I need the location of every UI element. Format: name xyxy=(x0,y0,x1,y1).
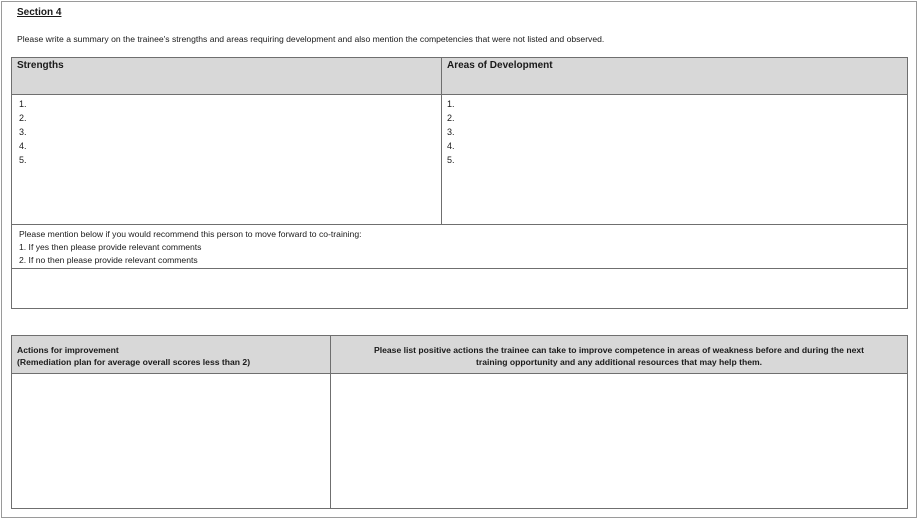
strengths-header: Strengths xyxy=(17,60,64,71)
development-header: Areas of Development xyxy=(447,60,553,71)
list-item: 5. xyxy=(447,155,455,165)
table1-header-divider xyxy=(11,94,908,95)
list-item: 1. xyxy=(447,99,455,109)
table1-lists-divider xyxy=(11,224,908,225)
table1-border-bottom xyxy=(11,308,908,309)
list-item: 4. xyxy=(19,141,27,151)
actions-header xyxy=(17,345,250,368)
actions-instructions-line-2: training opportunity and any additional resources that may help them. xyxy=(475,356,763,367)
table2-border-top xyxy=(11,335,908,336)
table1-border-top xyxy=(11,57,908,58)
table2-border-right xyxy=(907,335,908,509)
recommendation-option-no: 2. If no then please provide relevant comments xyxy=(19,255,198,265)
table1-border-right xyxy=(907,57,908,309)
list-item: 5. xyxy=(19,155,27,165)
actions-title: Actions for improvement xyxy=(17,345,119,355)
table1-column-divider xyxy=(441,57,442,225)
actions-instructions-line-1: Please list positive actions the trainee can take to improve competence in areas of weakness before and during the next xyxy=(373,345,864,355)
positive-actions-input-field[interactable] xyxy=(331,374,907,508)
strengths-header-cell xyxy=(11,57,441,94)
section-instructions: Please write a summary on the trainee's strengths and areas requiring development and also mention the competencies that were not listed and observed. xyxy=(17,34,605,44)
list-item: 2. xyxy=(447,113,455,123)
strengths-list[interactable] xyxy=(19,97,27,167)
list-item: 3. xyxy=(19,127,27,137)
development-list[interactable] xyxy=(447,97,455,167)
actions-subtitle: (Remediation plan for average overall scores less than 2) xyxy=(17,356,251,367)
list-item: 3. xyxy=(447,127,455,137)
section-title: Section 4 xyxy=(17,7,62,18)
list-item: 2. xyxy=(19,113,27,123)
list-item: 4. xyxy=(447,141,455,151)
table2-border-bottom xyxy=(11,508,908,509)
recommendation-prompt xyxy=(19,228,362,267)
recommendation-option-yes: 1. If yes then please provide relevant comments xyxy=(19,242,202,252)
recommendation-question: Please mention below if you would recommend this person to move forward to co-training: xyxy=(19,229,362,239)
list-item: 1. xyxy=(19,99,27,109)
actions-instructions xyxy=(331,345,907,368)
recommendation-comment-field[interactable] xyxy=(12,269,907,308)
actions-input-field[interactable] xyxy=(12,374,330,508)
